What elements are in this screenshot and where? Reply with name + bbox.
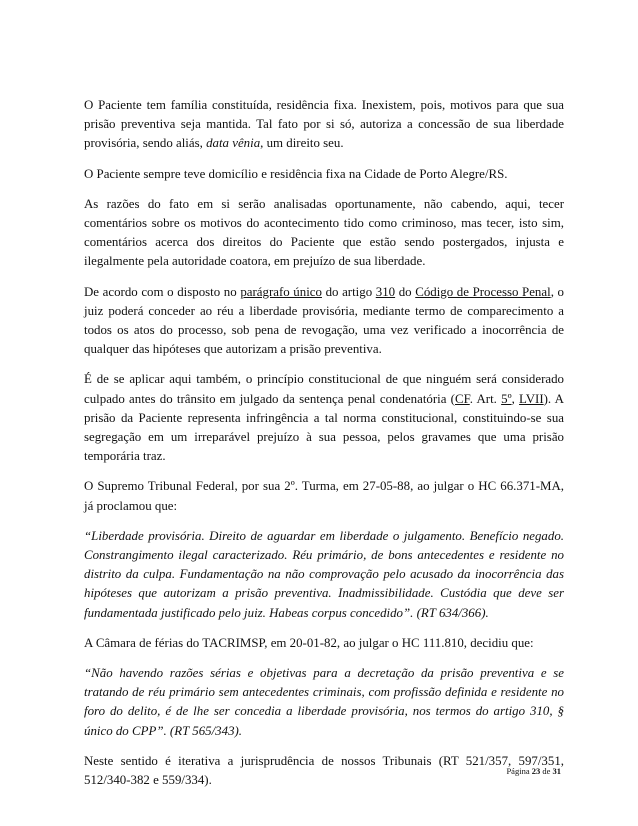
page-sep: de xyxy=(542,766,551,776)
text: O Paciente tem família constituída, residência fixa. Inexistem, pois, motivos para que sua prisão preventiva seja mantida. Tal fato por si só, autoriza a concessão de sua liberdade provisória, sendo aliás, xyxy=(84,98,564,151)
link-artigo-310[interactable]: 310 xyxy=(375,284,396,299)
text: ). A prisão da Paciente representa infringência a tal norma constitucional, constituindo-se sua segregação em um irreparável prejuízo à sua pessoa, pelos gravames que uma prisão temporária traz. xyxy=(84,391,564,464)
text: É de se aplicar aqui também, o princípio constitucional de que ninguém será considerado culpado antes do trânsito em julgado da sentença penal condenatória ( xyxy=(84,372,564,406)
link-cf[interactable]: CF xyxy=(454,391,470,406)
latin-phrase: data vênia xyxy=(206,136,261,151)
paragraph-10: Neste sentido é iterativa a jurisprudência de nossos Tribunais (RT 521/357, 597/351, 512/340-382 e 559/334). xyxy=(84,753,564,788)
text: De acordo com o disposto no xyxy=(84,284,241,299)
link-paragrafo-unico[interactable]: parágrafo único xyxy=(240,284,322,299)
page-number xyxy=(506,766,561,776)
total-pages: 31 xyxy=(552,766,561,776)
paragraph-6: O Supremo Tribunal Federal, por sua 2º. Turma, em 27-05-88, ao julgar o HC 66.371-MA, já proclamou que: xyxy=(84,479,564,513)
paragraph-5 xyxy=(84,370,564,466)
paragraph-2: O Paciente sempre teve domicílio e residência fixa na Cidade de Porto Alegre/RS. xyxy=(84,166,508,181)
paragraph-1 xyxy=(84,96,564,154)
link-codigo-processo-penal[interactable]: Código de Processo Penal xyxy=(415,284,551,299)
quote-stf: “Liberdade provisória. Direito de aguardar em liberdade o julgamento. Benefício negado. Constrangimento ilegal caracterizado. Réu primário, de bons antecedentes e residente no distrito da culpa. Fundamentação na não comprovação pelo acusado da inocorrência das hipóteses que autorizam a prisão preventiva. Inadmissibilidade. Custódia que deve ser fundamentada justificado pelo juiz. Habeas corpus concedido”. (RT 634/366). xyxy=(84,528,564,620)
page-body xyxy=(84,96,564,801)
link-lvii[interactable]: LVII xyxy=(519,391,544,406)
quote-tacrimsp: “Não havendo razões sérias e objetivas para a decretação da prisão preventiva e se tratando de réu primário sem antecedentes criminais, com profissão definida e residente no foro do delito, é de lhe ser concedia a liberdade provisória, nos termos do artigo 310, § único do CPP”. (RT 565/343). xyxy=(84,666,564,738)
text: do artigo xyxy=(321,284,376,299)
text: . Art. xyxy=(469,391,502,406)
page-label: Página xyxy=(506,766,530,776)
text: , o juiz poderá conceder ao réu a liberdade provisória, mediante termo de comparecimento a todos os atos do processo, sob pena de revogação, uma vez verificado a inocorrência de qualquer das hipóteses que autorizam a prisão preventiva. xyxy=(84,284,564,357)
paragraph-3: As razões do fato em si serão analisadas oportunamente, não cabendo, aqui, tecer comentários sobre os motivos do acontecimento tido como criminoso, mas tecer, isto sim, comentários acerca dos direitos do Paciente que estão sendo postergados, injusta e ilegalmente pela autoridade coatora, em prejuízo de sua liberdade. xyxy=(84,196,564,269)
text: , xyxy=(511,391,520,406)
paragraph-8: A Câmara de férias do TACRIMSP, em 20-01-82, ao julgar o HC 111.810, decidiu que: xyxy=(84,635,534,650)
paragraph-4 xyxy=(84,283,564,360)
text: do xyxy=(395,284,416,299)
text: , um direito seu. xyxy=(260,136,344,151)
current-page: 23 xyxy=(531,766,541,776)
link-art-5[interactable]: 5º xyxy=(501,391,512,406)
